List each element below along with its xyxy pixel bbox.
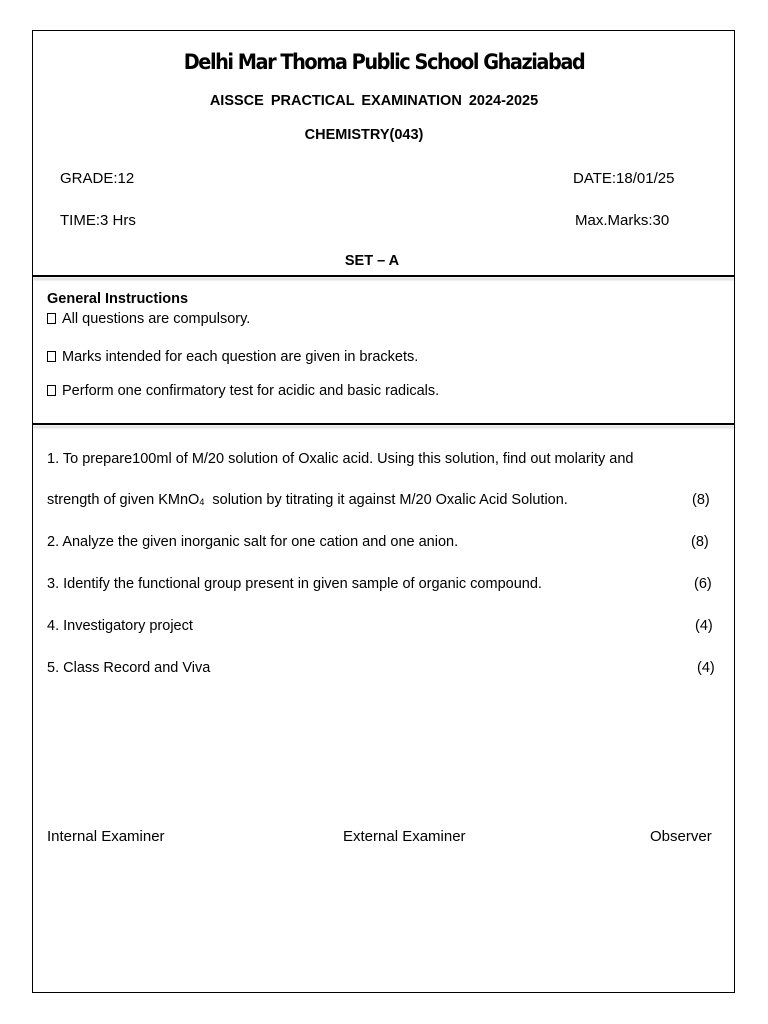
question-1-marks: (8): [692, 492, 710, 508]
observer-label: Observer: [650, 828, 712, 845]
school-name: Delhi Mar Thoma Public School Ghaziabad: [183, 50, 585, 74]
question-4-marks: (4): [695, 618, 713, 634]
instruction-text: Perform one confirmatory test for acidic and basic radicals.: [62, 383, 440, 399]
instruction-text: Marks intended for each question are given in brackets.: [62, 349, 419, 365]
instruction-item: [47, 383, 439, 399]
question-5-marks: (4): [697, 660, 715, 676]
max-marks-label: Max.Marks:30: [575, 212, 670, 229]
question-3: 3. Identify the functional group present in given sample of organic compound.: [47, 576, 542, 592]
checkbox-bullet-icon: [47, 313, 56, 324]
time-label: TIME:3 Hrs: [60, 212, 136, 229]
checkbox-bullet-icon: [47, 351, 56, 362]
divider-top: [33, 275, 735, 277]
subject-title: CHEMISTRY(043): [304, 127, 424, 143]
subscript-four: 4: [199, 497, 205, 507]
checkbox-bullet-icon: [47, 385, 56, 396]
question-5: 5. Class Record and Viva: [47, 660, 211, 676]
external-examiner-label: External Examiner: [343, 828, 466, 845]
question-2: 2. Analyze the given inorganic salt for one cation and one anion.: [47, 534, 459, 550]
grade-label: GRADE:12: [60, 170, 135, 187]
question-3-marks: (6): [694, 576, 712, 592]
question-2-marks: (8): [691, 534, 709, 550]
instruction-item: [47, 311, 250, 327]
question-1-text-b: solution by titrating it against M/20 Oxalic Acid Solution.: [204, 492, 568, 508]
question-4: 4. Investigatory project: [47, 618, 193, 634]
question-1-line-1: 1. To prepare100ml of M/20 solution of Oxalic acid. Using this solution, find out molarity and: [47, 451, 634, 467]
divider-bottom: [33, 423, 735, 425]
question-1-line-2: [47, 492, 568, 508]
exam-title: AISSCE PRACTICAL EXAMINATION 2024-2025: [209, 93, 539, 109]
question-1-text-a: strength of given KMnO: [47, 492, 200, 508]
instruction-item: [47, 349, 418, 365]
internal-examiner-label: Internal Examiner: [47, 828, 165, 845]
set-label: SET – A: [344, 253, 400, 269]
instructions-title: General Instructions: [47, 291, 189, 307]
date-label: DATE:18/01/25: [573, 170, 675, 187]
instruction-text: All questions are compulsory.: [62, 311, 251, 327]
